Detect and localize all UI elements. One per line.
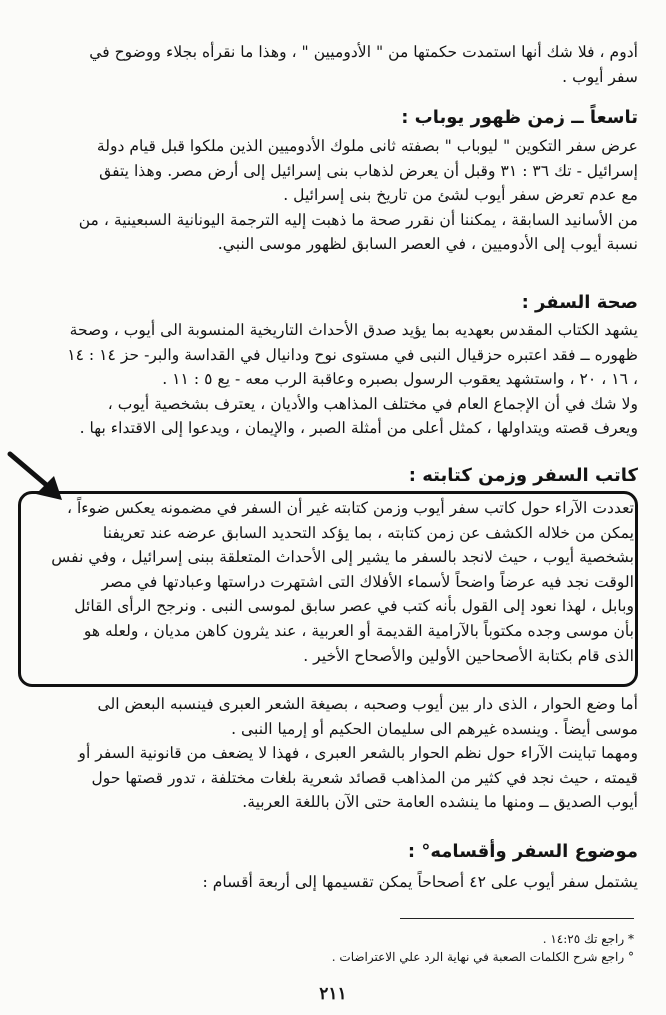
text-line: سفر أيوب . [562,67,638,86]
section-topic [28,838,638,866]
boxed-paragraph [30,496,634,668]
section-authenticity-body [28,318,638,441]
text-line: أيوب الصديق ــ ومنها ما ينشده العامة حتى الآن باللغة العربية. [242,793,638,812]
text-line: ويعرف قصته ويتداولها ، كمثل أعلى من أمثلة الصبر ، والإيمان ، ويدعوا إلى الاقتداء بها . [79,419,638,438]
section-heading: كاتب السفر وزمن كتابته : [408,465,638,486]
section-heading: تاسعاً ــ زمن ظهور يوباب : [401,107,638,128]
text-line: ، ١٦ ، ٢٠ ، واستشهد يعقوب الرسول بصبره وعاقبة الرب معه - يع ٥ : ١١ . [162,370,638,389]
author-after-paragraph [28,692,638,815]
text-line: ولا شك في أن الإجماع العام في مختلف المذاهب والأديان ، يعترف بشخصية أيوب ، [107,394,638,413]
text-line: الذى قام بكتابة الأصحاحين الأولين والأصحاح الأخير . [303,646,634,665]
text-line: أما وضع الحوار ، الذى دار بين أيوب وصحبه ، بصيغة الشعر العبرى فينسبه البعض الى [97,695,638,713]
section-heading: صحة السفر : [521,292,638,313]
text-line: بأن موسى وجده مكتوباً بالآرامية القديمة أو العربية ، عند يثرون كاهن مديان ، ولعله هو [83,621,634,640]
page-number: ٢١١ [319,984,347,1004]
footnote-divider [400,918,634,919]
text-line: نسبة أيوب إلى الأدوميين ، في العصر السابق لظهور موسى النبي. [217,235,638,254]
footnotes [28,930,634,966]
section-author [28,462,638,490]
section-yobab [28,104,638,132]
intro-paragraph [28,40,638,89]
text-line: قيمته ، حيث نجد في كثير من المذاهب قصائد شعرية بلغات مختلفة ، تدور قصتها حول [91,768,638,787]
text-line: ومهما تباينت الآراء حول نظم الحوار بالشعر العبرى ، فهذا لا يضعف من قانونية السفر أو [78,744,638,763]
text-line: الوقت نجد فيه عرضاً واضحاً لأسماء الأفلاك التى اشتهرت دراستها وعبادتها في مصر [101,572,634,591]
footnote: * راجع تك ١٤:٢٥ . [542,932,634,946]
text-line: من الأسانيد السابقة ، يمكننا أن نقرر صحة ما ذهبت إليه الترجمة اليونانية السبعينية ، من [78,210,638,229]
section-yobab-body [28,134,638,257]
text-line: يمكن من خلاله الكشف عن زمن كتابته ، بما يؤكد التحديد السابق عرضه عند تعريفنا [102,523,634,542]
text-line: وبابل ، لهذا نعود إلى القول بأنه كتب في عصر سابق لموسى النبى . ونرجح الرأى القائل [74,597,634,616]
section-heading: موضوع السفر وأقسامه° : [407,841,638,862]
text-line: موسى أيضاً . وينسده غيرهم الى سليمان الحكيم أو إرميا النبى . [231,719,638,738]
text-line: مع عدم تعرض سفر أيوب لشئ من تاريخ بنى إسرائيل . [283,186,638,205]
text-line: تعددت الآراء حول كاتب سفر أيوب وزمن كتابته غير أن السفر في مضمونه يعكس ضوءاً ، [66,499,634,517]
section-authenticity [28,289,638,317]
section-topic-body [28,870,638,895]
footnote: ° راجع شرح الكلمات الصعبة في نهاية الرد علي الاعتراضات . [331,950,634,964]
text-line: يشتمل سفر أيوب على ٤٢ أصحاحاً يمكن تقسيمها إلى أربعة أقسام : [202,873,638,891]
text-line: إسرائيل - تك ٣٦ : ٣١ وقبل أن يعرض لذهاب بنى إسرائيل إلى أرض مصر. وهذا يتفق [99,161,638,180]
text-line: عرض سفر التكوين " ليوباب " بصفته ثانى ملوك الأدوميين الذين ملكوا قبل قيام دولة [96,137,638,155]
text-line: يشهد الكتاب المقدس بعهديه بما يؤيد صدق الأحداث التاريخية المنسوبة الى أيوب ، وصحة [69,321,638,339]
text-line: بشخصية أيوب ، حيث لانجد بالسفر ما يشير إلى الأحداث المتعلقة ببنى إسرائيل ، وفي نفس [51,548,634,567]
text-line: ظهوره ــ فقد اعتبره حزقيال النبى في مستوى نوح ودانيال في القداسة والبر- حز ١٤ : ١٤ [67,345,638,364]
text-line: أدوم ، فلا شك أنها استمدت حكمتها من " الأدوميين " ، وهذا ما نقرأه بجلاء ووضوح في [89,43,638,61]
